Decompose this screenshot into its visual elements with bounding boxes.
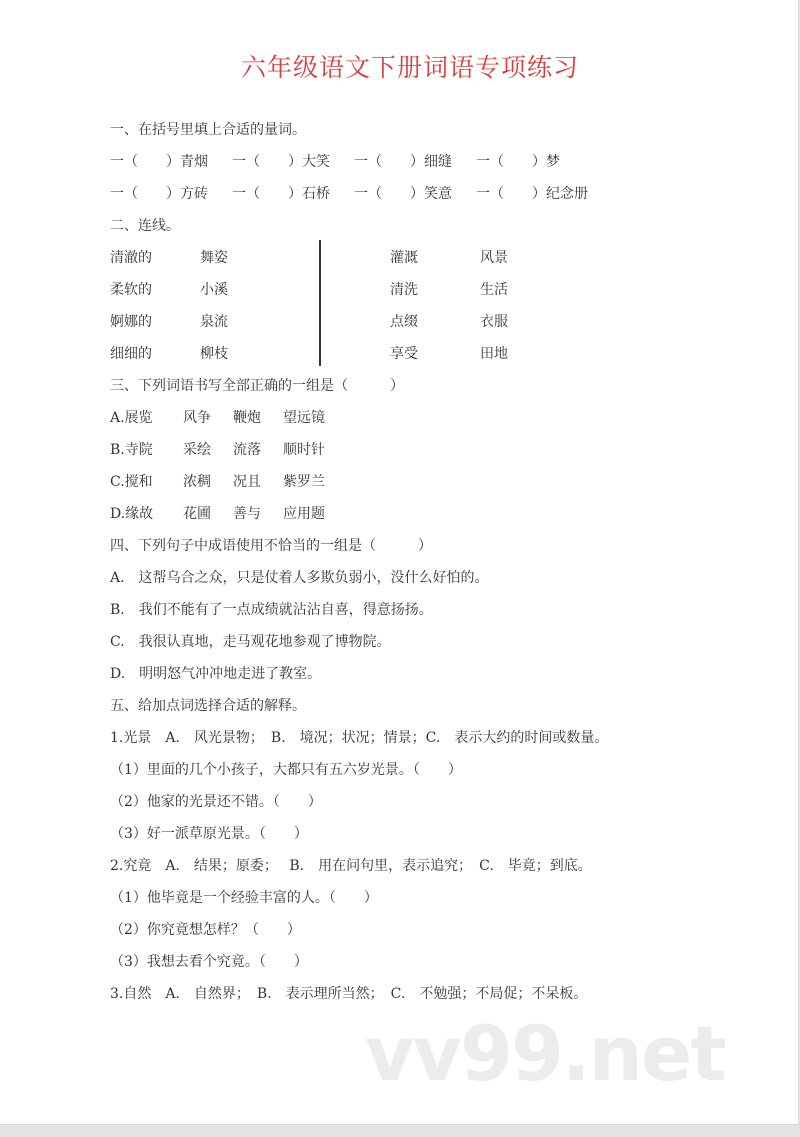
blank-item: 一（ ）青烟 [110, 154, 208, 170]
question-line: （1）他毕竟是一个经验丰富的人。（ ） [110, 890, 378, 906]
option-word: A.展览 [110, 410, 153, 426]
blank-item: 一（ ）方砖 [110, 186, 208, 202]
option-row [110, 498, 333, 530]
option-row [110, 466, 333, 498]
section-2-heading: 二、连线。 [110, 218, 180, 234]
option-word: B.寺院 [110, 442, 153, 458]
option-sentence: D. 明明怒气冲冲地走进了教室。 [110, 666, 322, 682]
section-1-heading: 一、在括号里填上合适的量词。 [110, 122, 306, 138]
page-title: 六年级语文下册词语专项练习 [240, 53, 579, 82]
option-word: 况且 [233, 474, 261, 490]
match-word: 柔软的 [110, 282, 152, 298]
option-word: 应用题 [283, 506, 325, 522]
match-word: 舞姿 [200, 250, 228, 266]
question-line: （1）里面的几个小孩子，大都只有五六岁光景。（ ） [110, 762, 462, 778]
match-word: 细细的 [110, 346, 152, 362]
option-sentence: C. 我很认真地，走马观花地参观了博物院。 [110, 634, 391, 650]
match-word: 田地 [480, 346, 508, 362]
question-line: （2）你究竟想怎样？（ ） [110, 922, 301, 938]
option-row [110, 434, 333, 466]
blank-item: 一（ ）纪念册 [476, 186, 588, 202]
section-5-heading: 五、给加点词选择合适的解释。 [110, 698, 306, 714]
divider-line [319, 240, 321, 366]
blank-item: 一（ ）笑意 [354, 186, 452, 202]
option-word: 善与 [233, 506, 261, 522]
section-4-heading: 四、下列句子中成语使用不恰当的一组是（ ） [110, 538, 432, 554]
option-word: 望远镜 [283, 410, 325, 426]
match-word: 清洗 [390, 282, 418, 298]
match-word: 享受 [390, 346, 418, 362]
match-word: 灌溉 [390, 250, 418, 266]
definition-line: 1.光景 A. 风光景物； B. 境况；状况；情景；C. 表示大约的时间或数量。 [110, 730, 609, 746]
watermark: vv99.net [365, 1009, 725, 1098]
question-line: （3）好一派草原光景。（ ） [110, 826, 308, 842]
match-word: 柳枝 [200, 346, 228, 362]
match-left-column [110, 242, 290, 370]
option-word: 鞭炮 [233, 410, 261, 426]
question-line: （2）他家的光景还不错。（ ） [110, 794, 322, 810]
blank-item: 一（ ）细缝 [354, 154, 452, 170]
option-row [110, 402, 333, 434]
section-1-row [110, 146, 598, 178]
blank-item: 一（ ）梦 [476, 154, 560, 170]
option-word: 采绘 [183, 442, 211, 458]
question-line: （3）我想去看个究竟。（ ） [110, 954, 308, 970]
option-sentence: B. 我们不能有了一点成绩就沾沾自喜，得意扬扬。 [110, 602, 433, 618]
option-word: 紫罗兰 [283, 474, 325, 490]
section-1-row [110, 178, 598, 210]
option-word: D.缘故 [110, 506, 154, 522]
match-word: 小溪 [200, 282, 228, 298]
option-word: 风争 [183, 410, 211, 426]
option-sentence: A. 这帮乌合之众，只是仗着人多欺负弱小，没什么好怕的。 [110, 570, 489, 586]
blank-item: 一（ ）石桥 [232, 186, 330, 202]
match-word: 风景 [480, 250, 508, 266]
match-word: 泉流 [200, 314, 228, 330]
match-word: 点缀 [390, 314, 418, 330]
match-word: 婀娜的 [110, 314, 152, 330]
option-word: 花圃 [183, 506, 211, 522]
blank-item: 一（ ）大笑 [232, 154, 330, 170]
option-word: 浓稠 [183, 474, 211, 490]
section-3-heading: 三、下列词语书写全部正确的一组是（ ） [110, 378, 404, 394]
option-word: 顺时针 [283, 442, 325, 458]
definition-line: 2.究竟 A. 结果；原委； B. 用在问句里，表示追究； C. 毕竟；到底。 [110, 858, 592, 874]
match-word: 生活 [480, 282, 508, 298]
match-right-column [390, 242, 570, 370]
option-word: 流落 [233, 442, 261, 458]
match-word: 清澈的 [110, 250, 152, 266]
option-word: C.搅和 [110, 474, 153, 490]
definition-line: 3.自然 A. 自然界； B. 表示理所当然； C. 不勉强；不局促；不呆板。 [110, 986, 588, 1002]
match-word: 衣服 [480, 314, 508, 330]
